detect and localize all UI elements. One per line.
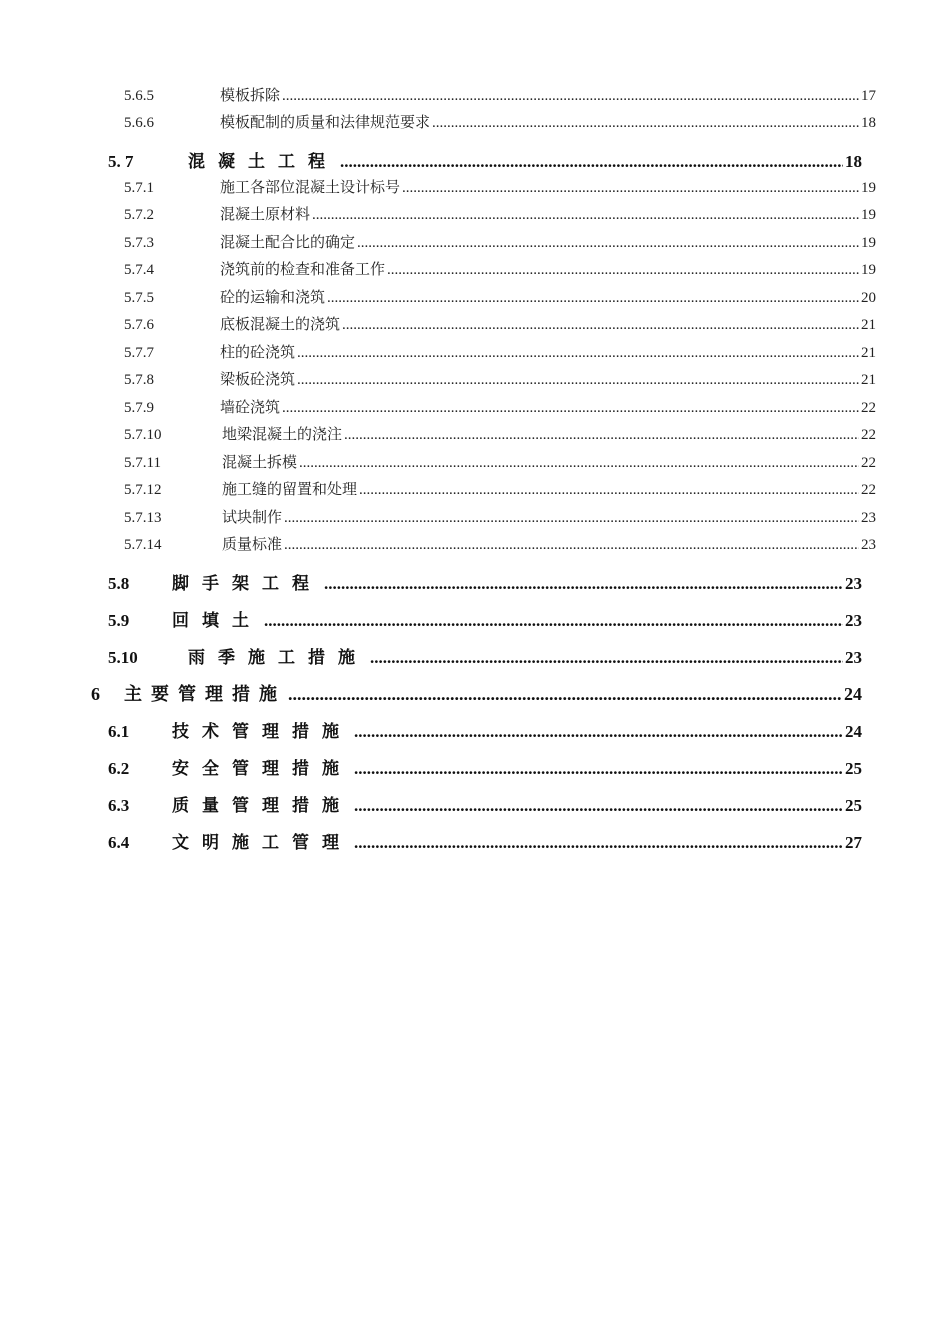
toc-title: 回填土 bbox=[172, 611, 262, 630]
toc-entry-5-7-6[interactable] bbox=[124, 313, 876, 334]
toc-number: 6 bbox=[91, 684, 100, 704]
toc-page: 18 bbox=[861, 115, 876, 131]
dot-leader bbox=[344, 427, 859, 444]
toc-title: 地梁混凝土的浇注 bbox=[222, 427, 343, 443]
toc-entry-5-7-11[interactable] bbox=[124, 451, 876, 472]
toc-title: 砼的运输和浇筑 bbox=[220, 290, 326, 306]
dot-leader bbox=[327, 290, 859, 307]
toc-page: 19 bbox=[861, 180, 876, 196]
dot-leader bbox=[299, 455, 859, 472]
toc-number: 5.7.8 bbox=[124, 372, 154, 388]
toc-title: 模板配制的质量和法律规范要求 bbox=[220, 115, 431, 131]
toc-title: 雨季施工措施 bbox=[188, 648, 368, 667]
toc-page: 19 bbox=[861, 207, 876, 223]
toc-entry-5-8[interactable] bbox=[108, 569, 862, 594]
toc-entry-5-6-5[interactable] bbox=[124, 84, 876, 105]
toc-title: 质量管理措施 bbox=[172, 796, 352, 815]
toc-number: 5.7.4 bbox=[124, 262, 154, 278]
toc-number: 5.7.7 bbox=[124, 345, 154, 361]
toc-title: 墙砼浇筑 bbox=[220, 400, 281, 416]
toc-entry-5-7-7[interactable] bbox=[124, 341, 876, 362]
toc-entry-5-7-8[interactable] bbox=[124, 368, 876, 389]
toc-title: 混凝土配合比的确定 bbox=[220, 235, 356, 251]
dot-leader bbox=[282, 400, 859, 417]
toc-number: 5.7.13 bbox=[124, 510, 162, 526]
toc-entry-5-7-10[interactable] bbox=[124, 423, 876, 444]
toc-page: 22 bbox=[861, 482, 876, 498]
toc-number: 5.7.3 bbox=[124, 235, 154, 251]
toc-page: 22 bbox=[861, 427, 876, 443]
toc-number: 5.9 bbox=[108, 611, 130, 630]
dot-leader bbox=[284, 510, 859, 527]
toc-page: 22 bbox=[861, 455, 876, 471]
toc-number: 6.4 bbox=[108, 833, 130, 852]
dot-leader bbox=[324, 574, 843, 594]
toc-entry-6[interactable] bbox=[91, 680, 862, 706]
toc-title: 质量标准 bbox=[222, 537, 283, 553]
toc-page: 17 bbox=[861, 88, 876, 104]
dot-leader bbox=[370, 648, 843, 668]
toc-title: 浇筑前的检查和准备工作 bbox=[220, 262, 386, 278]
dot-leader bbox=[387, 262, 859, 279]
toc-title: 混凝土拆模 bbox=[222, 455, 298, 471]
toc-number: 5.7.9 bbox=[124, 400, 154, 416]
toc-title: 模板拆除 bbox=[220, 88, 281, 104]
toc-title: 施工各部位混凝土设计标号 bbox=[220, 180, 401, 196]
toc-number: 5. 7 bbox=[108, 152, 134, 171]
toc-page: 24 bbox=[845, 722, 862, 741]
toc-entry-5-10[interactable] bbox=[108, 643, 862, 668]
dot-leader bbox=[288, 684, 842, 705]
toc-entry-6-1[interactable] bbox=[108, 717, 862, 742]
toc-page: 25 bbox=[845, 796, 862, 815]
toc-number: 5.7.10 bbox=[124, 427, 162, 443]
toc-number: 5.7.14 bbox=[124, 537, 162, 553]
toc-number: 6.3 bbox=[108, 796, 130, 815]
toc-number: 5.7.11 bbox=[124, 455, 161, 471]
dot-leader bbox=[402, 180, 859, 197]
dot-leader bbox=[354, 759, 843, 779]
dot-leader bbox=[359, 482, 859, 499]
toc-number: 5.7.1 bbox=[124, 180, 154, 196]
toc-title: 混凝土原材料 bbox=[220, 207, 311, 223]
dot-leader bbox=[342, 317, 859, 334]
toc-page: 21 bbox=[861, 317, 876, 333]
dot-leader bbox=[432, 115, 859, 132]
toc-number: 6.2 bbox=[108, 759, 130, 778]
toc-page: 19 bbox=[861, 235, 876, 251]
dot-leader bbox=[312, 207, 859, 224]
toc-entry-5-7-12[interactable] bbox=[124, 478, 876, 499]
toc-title: 试块制作 bbox=[222, 510, 283, 526]
toc-entry-6-3[interactable] bbox=[108, 791, 862, 816]
dot-leader bbox=[297, 372, 859, 389]
toc-entry-5-9[interactable] bbox=[108, 606, 862, 631]
toc-entry-5-7-9[interactable] bbox=[124, 396, 876, 417]
toc-number: 5.7.5 bbox=[124, 290, 154, 306]
toc-page: 23 bbox=[845, 574, 862, 593]
toc-title: 底板混凝土的浇筑 bbox=[220, 317, 341, 333]
toc-number: 5.7.12 bbox=[124, 482, 162, 498]
toc-page: 21 bbox=[861, 345, 876, 361]
toc-page: 20 bbox=[861, 290, 876, 306]
dot-leader bbox=[340, 152, 843, 172]
toc-number: 5.8 bbox=[108, 574, 130, 593]
toc-entry-5-7-4[interactable] bbox=[124, 258, 876, 279]
toc-number: 5.7.2 bbox=[124, 207, 154, 223]
toc-entry-6-4[interactable] bbox=[108, 828, 862, 853]
toc-page: 25 bbox=[845, 759, 862, 778]
toc-page: 23 bbox=[845, 611, 862, 630]
toc-page: 19 bbox=[861, 262, 876, 278]
dot-leader bbox=[264, 611, 843, 631]
toc-title: 混凝土工程 bbox=[188, 152, 338, 171]
toc-title: 主要管理措施 bbox=[124, 684, 286, 704]
toc-title: 脚手架工程 bbox=[172, 574, 322, 593]
toc-title: 梁板砼浇筑 bbox=[220, 372, 296, 388]
toc-title: 技术管理措施 bbox=[172, 722, 352, 741]
dot-leader bbox=[354, 722, 843, 742]
dot-leader bbox=[284, 537, 859, 554]
toc-entry-5-7[interactable] bbox=[108, 147, 862, 172]
toc-title: 安全管理措施 bbox=[172, 759, 352, 778]
toc-number: 5.6.6 bbox=[124, 115, 154, 131]
toc-entry-5-7-13[interactable] bbox=[124, 506, 876, 527]
toc-entry-5-7-3[interactable] bbox=[124, 231, 876, 252]
toc-page: 27 bbox=[845, 833, 862, 852]
toc-number: 5.7.6 bbox=[124, 317, 154, 333]
toc-entry-5-7-2[interactable] bbox=[124, 203, 876, 224]
toc-entry-5-7-14[interactable] bbox=[124, 533, 876, 554]
toc-number: 5.10 bbox=[108, 648, 138, 667]
toc-entry-5-7-5[interactable] bbox=[124, 286, 876, 307]
toc-number: 5.6.5 bbox=[124, 88, 154, 104]
dot-leader bbox=[357, 235, 859, 252]
toc-page: 21 bbox=[861, 372, 876, 388]
toc-entry-5-7-1[interactable] bbox=[124, 176, 876, 197]
toc-page: 23 bbox=[845, 648, 862, 667]
toc-title: 施工缝的留置和处理 bbox=[222, 482, 358, 498]
toc-page: 23 bbox=[861, 537, 876, 553]
toc-number: 6.1 bbox=[108, 722, 130, 741]
toc-page: 24 bbox=[844, 684, 862, 704]
dot-leader bbox=[282, 88, 859, 105]
toc-page: 22 bbox=[861, 400, 876, 416]
toc-title: 柱的砼浇筑 bbox=[220, 345, 296, 361]
dot-leader bbox=[297, 345, 859, 362]
toc-title: 文明施工管理 bbox=[172, 833, 352, 852]
dot-leader bbox=[354, 833, 843, 853]
toc-page: 23 bbox=[861, 510, 876, 526]
toc-entry-5-6-6[interactable] bbox=[124, 111, 876, 132]
dot-leader bbox=[354, 796, 843, 816]
toc-entry-6-2[interactable] bbox=[108, 754, 862, 779]
toc-page: 18 bbox=[845, 152, 862, 171]
